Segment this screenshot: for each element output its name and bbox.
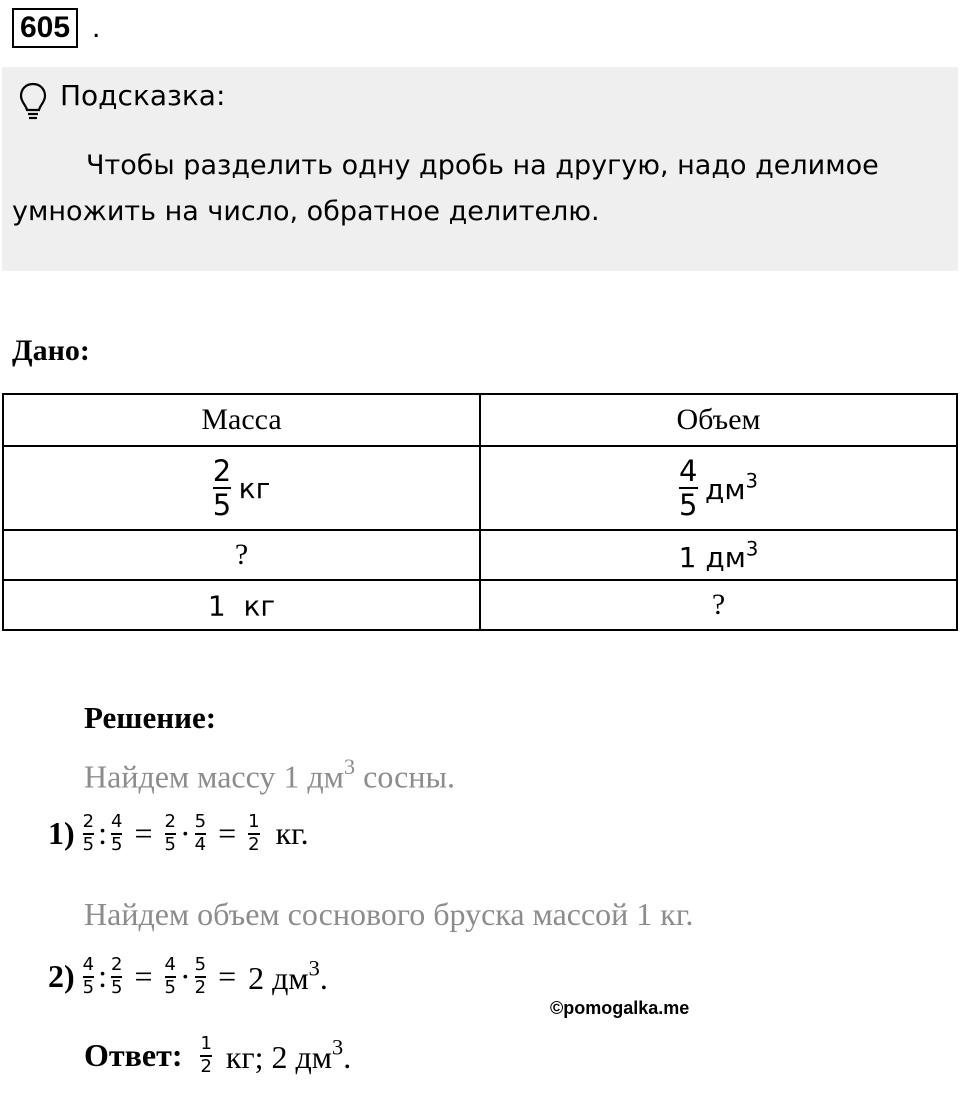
table-row	[3, 446, 957, 530]
lightbulb-icon	[18, 81, 48, 121]
cell-volume	[480, 530, 957, 580]
table-row	[3, 580, 957, 630]
exponent: 3	[745, 469, 758, 493]
note-text: Найдем массу 1 дм	[84, 758, 344, 795]
equals-sign: =	[134, 815, 153, 852]
hint-title: Подсказка:	[60, 79, 226, 112]
cell-mass: ?	[3, 530, 480, 580]
denominator: 2	[248, 833, 260, 855]
fraction	[212, 453, 232, 522]
header-mass: Масса	[3, 394, 480, 446]
fraction	[82, 953, 95, 998]
step-label: 1)	[48, 815, 75, 852]
fraction	[200, 1032, 212, 1077]
unit	[208, 590, 275, 623]
unit	[705, 469, 758, 507]
fraction	[111, 953, 123, 998]
step2-formula	[48, 955, 328, 998]
result-text: 2 дм	[248, 960, 309, 997]
exponent: 3	[308, 955, 320, 981]
answer-label: Ответ:	[84, 1037, 183, 1074]
numerator: 4	[164, 953, 176, 975]
step1-note	[84, 754, 455, 795]
fraction	[679, 453, 698, 522]
cell-volume: ?	[480, 580, 957, 630]
numerator: 2	[111, 953, 123, 975]
numerator: 4	[111, 810, 123, 832]
numerator: 5	[194, 810, 207, 832]
denominator: 5	[164, 976, 176, 998]
answer-text: кг; 2 дм	[225, 1039, 333, 1076]
unit-text: кг	[243, 589, 276, 623]
multiply-sign: ·	[179, 958, 191, 995]
cell-volume	[480, 446, 957, 530]
hint-text: Чтобы разделить одну дробь на другую, надо делимое умножить на число, обратное делителю.	[12, 150, 879, 227]
result	[248, 955, 328, 997]
given-table	[2, 393, 958, 631]
numerator: 2	[82, 810, 95, 832]
table-row	[3, 530, 957, 580]
unit: кг	[238, 471, 271, 505]
given-title: Дано:	[12, 334, 90, 367]
numerator: 4	[679, 453, 698, 488]
numerator: 2	[164, 810, 176, 832]
numerator: 4	[82, 953, 95, 975]
exponent: 3	[332, 1034, 344, 1060]
equals-sign: =	[218, 815, 237, 852]
answer	[84, 1034, 351, 1077]
exponent: 3	[745, 536, 759, 560]
step-label: 2)	[48, 958, 75, 995]
note-tail: сосны.	[355, 758, 455, 795]
numerator: 2	[212, 453, 232, 488]
denominator: 5	[679, 488, 698, 522]
denominator: 5	[111, 833, 123, 855]
multiply-sign: ·	[179, 815, 191, 852]
answer-value	[225, 1034, 352, 1076]
fraction	[82, 810, 95, 855]
header-volume: Объем	[480, 394, 957, 446]
equals-sign: =	[134, 958, 153, 995]
answer-tail: .	[343, 1039, 352, 1076]
result-unit: кг.	[275, 815, 309, 852]
fraction	[194, 810, 207, 855]
task-number: 605	[12, 8, 78, 48]
fraction	[248, 810, 260, 855]
step1-formula	[48, 812, 309, 855]
denominator: 2	[194, 976, 207, 998]
solution-title: Решение:	[84, 700, 217, 735]
credit-watermark: ©pomogalka.me	[550, 998, 690, 1018]
table-header-row	[3, 394, 957, 446]
exponent: 3	[343, 754, 356, 779]
unit	[678, 536, 759, 574]
numerator: 5	[194, 953, 207, 975]
unit-text: дм	[705, 473, 746, 507]
denominator: 2	[200, 1055, 212, 1077]
fraction	[164, 953, 176, 998]
denominator: 5	[82, 833, 95, 855]
denominator: 5	[82, 976, 95, 998]
denominator: 4	[194, 833, 207, 855]
fraction	[194, 953, 207, 998]
divide-sign: :	[98, 958, 107, 995]
cell-mass	[3, 580, 480, 630]
denominator: 5	[212, 488, 232, 522]
fraction	[164, 810, 176, 855]
value: 1	[678, 540, 697, 574]
task-number-dot: .	[92, 11, 101, 44]
value: 1	[207, 589, 226, 623]
denominator: 5	[164, 833, 176, 855]
hint-box	[2, 67, 958, 271]
fraction	[111, 810, 123, 855]
divide-sign: :	[98, 815, 107, 852]
step2-note: Найдем объем соснового бруска массой 1 кг.	[84, 896, 694, 932]
denominator: 5	[111, 976, 123, 998]
numerator: 1	[248, 810, 260, 832]
equals-sign: =	[218, 958, 237, 995]
numerator: 1	[200, 1032, 212, 1054]
cell-mass	[3, 446, 480, 530]
unit-text: дм	[705, 540, 746, 574]
result-tail: .	[319, 960, 328, 997]
